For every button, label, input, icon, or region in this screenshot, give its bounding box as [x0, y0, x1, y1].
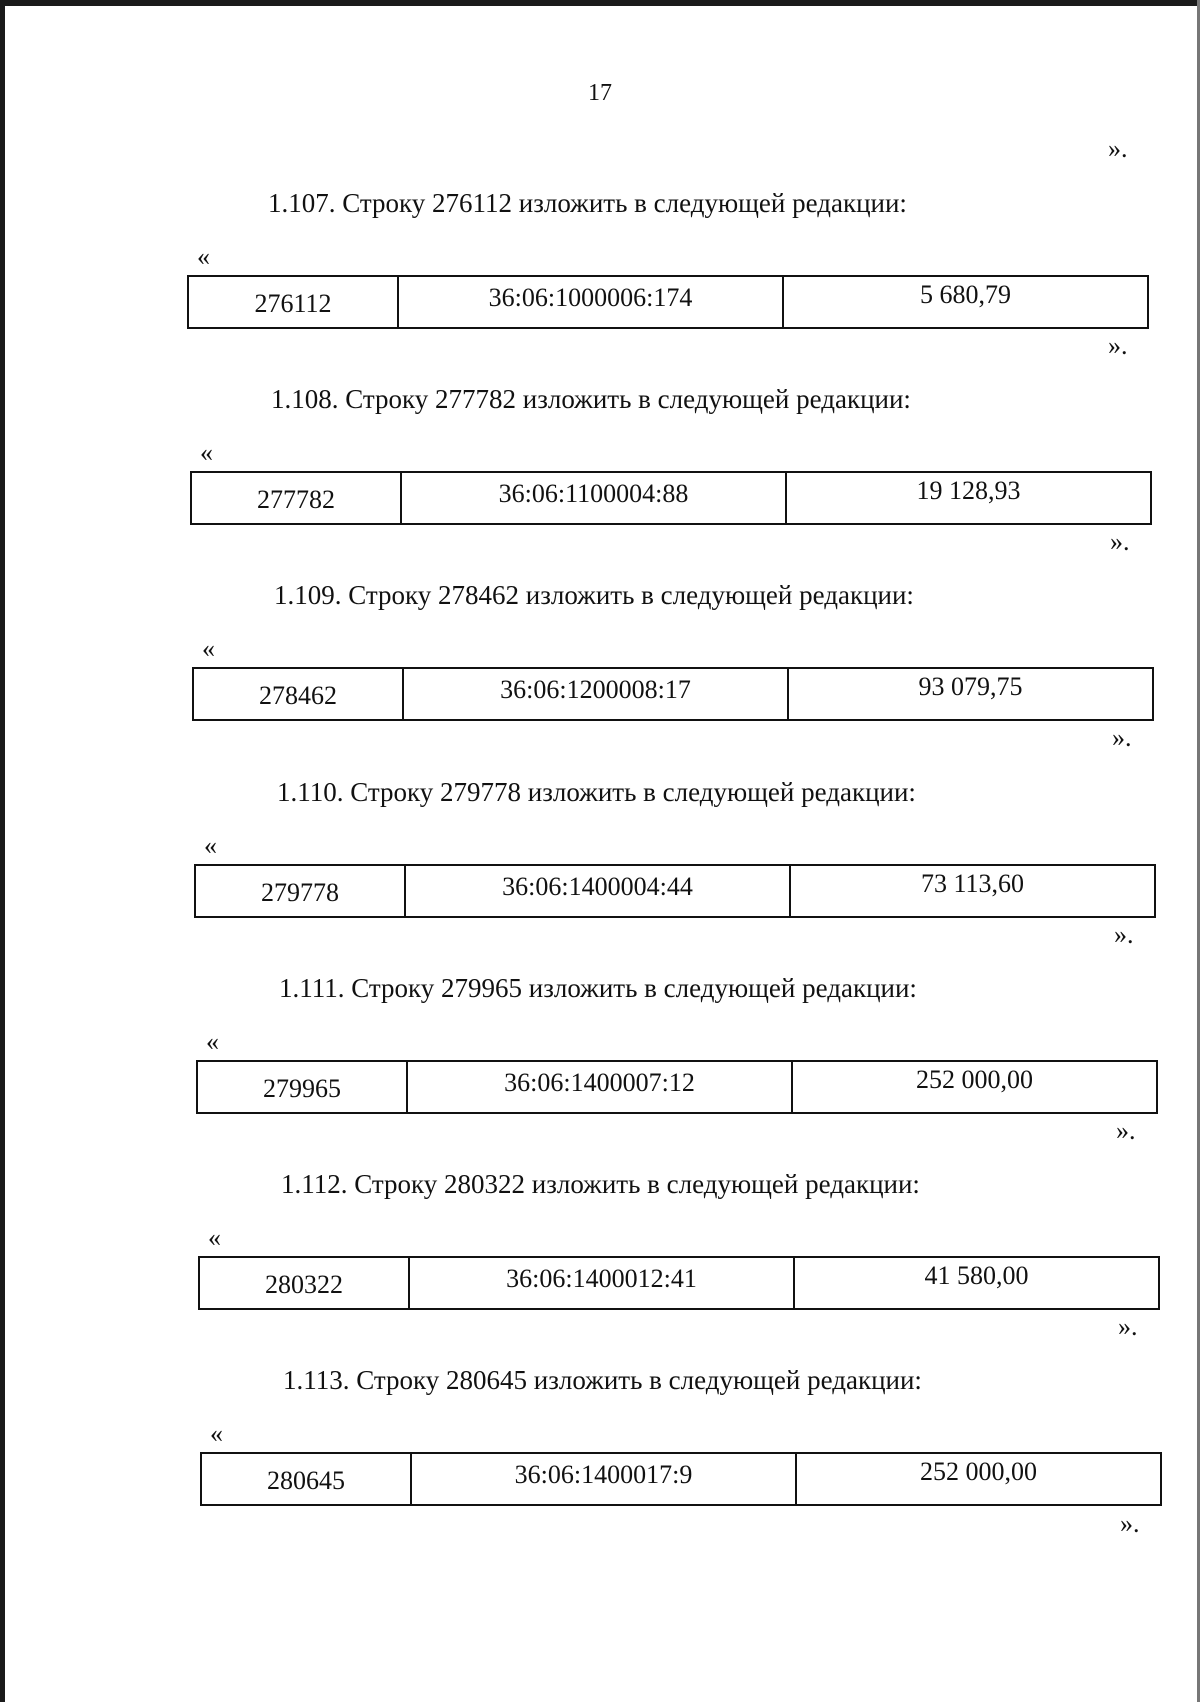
- row-number-cell: 277782: [192, 473, 402, 523]
- closing-quote: ».: [1118, 1312, 1138, 1341]
- cadastral-number-cell: 36:06:1000006:174: [399, 277, 784, 327]
- opening-quote: «: [204, 831, 217, 860]
- closing-quote: ».: [1120, 1509, 1140, 1538]
- amount-cell: 41 580,00: [924, 1261, 1029, 1290]
- row-number-cell: 280645: [202, 1454, 412, 1504]
- row-number-cell: 276112: [189, 277, 399, 327]
- table-row: [200, 1452, 1162, 1506]
- page-number: 17: [588, 80, 612, 106]
- amendment-heading: 1.111. Строку 279965 изложить в следующей редакции:: [279, 973, 917, 1003]
- cadastral-number-cell: 36:06:1400004:44: [406, 866, 791, 916]
- row-number-cell: 279778: [196, 866, 406, 916]
- cadastral-number-cell: 36:06:1400007:12: [408, 1062, 793, 1112]
- opening-quote: «: [202, 634, 215, 663]
- amendment-heading: 1.107. Строку 276112 изложить в следующей редакции:: [268, 188, 907, 218]
- amount-cell: 19 128,93: [916, 476, 1021, 505]
- amount-cell: 73 113,60: [920, 869, 1025, 898]
- cadastral-number-cell: 36:06:1100004:88: [402, 473, 787, 523]
- amount-cell: 252 000,00: [916, 1065, 1033, 1094]
- row-number-cell: 279965: [198, 1062, 408, 1112]
- amendment-section: [0, 1357, 1200, 1547]
- amendment-section: [0, 376, 1200, 566]
- amendment-section: [0, 769, 1200, 959]
- cadastral-number-cell: 36:06:1400017:9: [412, 1454, 797, 1504]
- table-row: [194, 864, 1156, 918]
- amendment-section: [0, 1161, 1200, 1351]
- opening-quote: «: [206, 1027, 219, 1056]
- amendment-section: [0, 572, 1200, 762]
- amendment-heading: 1.109. Строку 278462 изложить в следующей редакции:: [274, 580, 914, 610]
- amendment-section: [0, 180, 1200, 370]
- amount-cell: 5 680,79: [920, 280, 1011, 309]
- cadastral-number-cell: 36:06:1200008:17: [404, 669, 789, 719]
- closing-quote: ».: [1108, 331, 1128, 360]
- amendment-heading: 1.113. Строку 280645 изложить в следующей редакции:: [283, 1365, 922, 1395]
- row-number-cell: 278462: [194, 669, 404, 719]
- table-row: [196, 1060, 1158, 1114]
- amount-cell: 252 000,00: [920, 1457, 1037, 1486]
- opening-quote: «: [210, 1419, 223, 1448]
- table-row: [192, 667, 1154, 721]
- opening-quote: «: [208, 1223, 221, 1252]
- table-row: [190, 471, 1152, 525]
- scan-border-top: [0, 0, 1200, 6]
- closing-quote-previous: ».: [1108, 134, 1128, 163]
- amendment-section: [0, 965, 1200, 1155]
- opening-quote: «: [197, 242, 210, 271]
- closing-quote: ».: [1114, 920, 1134, 949]
- table-row: [187, 275, 1149, 329]
- table-row: [198, 1256, 1160, 1310]
- opening-quote: «: [200, 438, 213, 467]
- closing-quote: ».: [1112, 723, 1132, 752]
- amount-cell: 93 079,75: [918, 672, 1023, 701]
- amendment-heading: 1.112. Строку 280322 изложить в следующей редакции:: [281, 1169, 920, 1199]
- row-number-cell: 280322: [200, 1258, 410, 1308]
- cadastral-number-cell: 36:06:1400012:41: [410, 1258, 795, 1308]
- amendment-heading: 1.108. Строку 277782 изложить в следующей редакции:: [271, 384, 911, 414]
- amendment-heading: 1.110. Строку 279778 изложить в следующей редакции:: [277, 777, 916, 807]
- closing-quote: ».: [1116, 1116, 1136, 1145]
- closing-quote: ».: [1110, 527, 1130, 556]
